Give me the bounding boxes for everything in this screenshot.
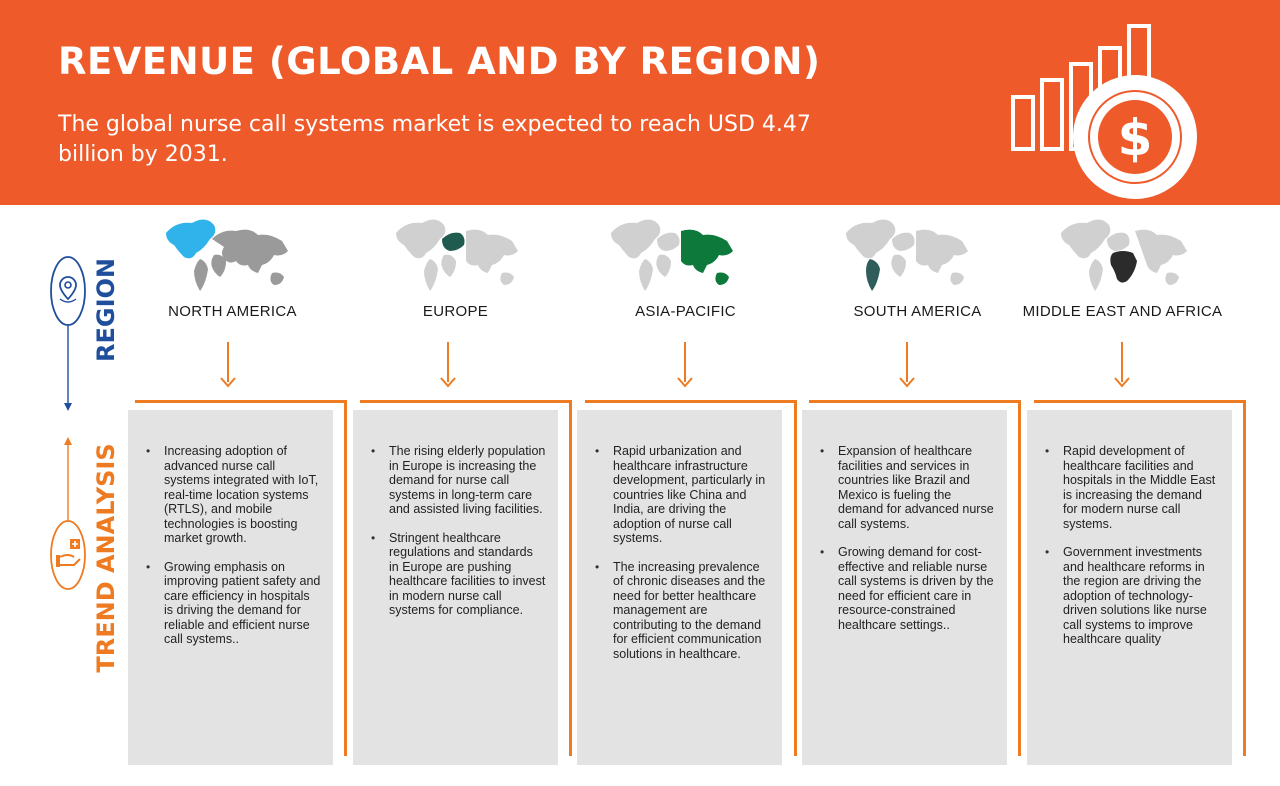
south-america-highlight bbox=[866, 259, 880, 291]
down-arrow-icon bbox=[438, 342, 458, 396]
down-arrow-icon bbox=[1112, 342, 1132, 396]
page-title: REVENUE (GLOBAL AND BY REGION) bbox=[58, 40, 821, 83]
region-name-middle-east-africa: MIDDLE EAST AND AFRICA bbox=[1022, 303, 1223, 320]
region-name-north-america: NORTH AMERICA bbox=[168, 303, 297, 320]
world-map-south-america bbox=[840, 215, 980, 295]
trend-analysis-label: TREND ANALYSIS bbox=[92, 443, 120, 673]
header-banner bbox=[0, 0, 1280, 205]
trend-card-south-america bbox=[802, 410, 1007, 765]
region-name-europe: EUROPE bbox=[422, 303, 489, 320]
region-label: REGION bbox=[92, 258, 120, 362]
trend-bullet: • The rising elderly population in Europe is increasing the demand for nurse call systems in long-term care and assisted living facilities. bbox=[371, 444, 546, 517]
trend-bullet: • Rapid development of healthcare facilities and hospitals in the Middle East is increasing the demand for modern nurse call systems. bbox=[1045, 444, 1220, 531]
page-subtitle: The global nurse call systems market is expected to reach USD 4.47 billion by 2031. bbox=[58, 112, 811, 167]
trend-card-europe bbox=[353, 410, 558, 765]
down-arrow-icon bbox=[675, 342, 695, 396]
region-name-south-america: SOUTH AMERICA bbox=[853, 303, 982, 320]
trend-bullet: • Growing emphasis on improving patient safety and care efficiency in hospitals is driving the demand for reliable and efficient nurse call systems.. bbox=[146, 560, 321, 647]
trend-bullet: • Increasing adoption of advanced nurse call systems integrated with IoT, real-time location systems (RTLS), and mobile technologies is boosting market growth. bbox=[146, 444, 321, 546]
trend-bullet: • Rapid urbanization and healthcare infrastructure development, particularly in countries like China and India, are driving the adoption of nurse call systems. bbox=[595, 444, 770, 546]
trend-bullet: • The increasing prevalence of chronic diseases and the need for better healthcare management are contributing to the demand for efficient communication solutions in healthcare. bbox=[595, 560, 770, 662]
world-map-middle-east-africa bbox=[1055, 215, 1195, 295]
hand-medical-icon bbox=[51, 521, 85, 589]
asia-pacific-highlight bbox=[681, 230, 733, 285]
svg-text:$: $ bbox=[1117, 109, 1153, 167]
world-map-asia-pacific bbox=[605, 215, 745, 295]
europe-highlight bbox=[442, 233, 465, 251]
north-america-highlight bbox=[166, 219, 215, 258]
location-pin-icon bbox=[51, 257, 85, 325]
region-name-asia-pacific: ASIA-PACIFIC bbox=[635, 303, 736, 320]
world-map-europe bbox=[390, 215, 530, 295]
trend-bullet: • Expansion of healthcare facilities and services in countries like Brazil and Mexico is fueling the demand for advanced nurse call systems. bbox=[820, 444, 995, 531]
trend-card-asia-pacific bbox=[577, 410, 782, 765]
down-arrow-icon bbox=[218, 342, 238, 396]
trend-card-north-america bbox=[128, 410, 333, 765]
trend-card-middle-east-africa bbox=[1027, 410, 1232, 765]
trend-bullet: • Growing demand for cost-effective and reliable nurse call systems is driven by the need for efficient care in resource-constrained healthcare settings.. bbox=[820, 545, 995, 632]
trend-bullet: • Government investments and healthcare reforms in the region are driving the adoption of technology-driven solutions like nurse call systems to improve healthcare quality bbox=[1045, 545, 1220, 647]
down-arrow-icon bbox=[897, 342, 917, 396]
middle-east-africa-highlight bbox=[1110, 251, 1137, 283]
trend-bullet: • Stringent healthcare regulations and standards in Europe are pushing healthcare facilities to invest in modern nurse call systems for compliance. bbox=[371, 531, 546, 618]
world-map-north-america bbox=[160, 215, 300, 295]
revenue-growth-icon bbox=[1005, 22, 1205, 202]
